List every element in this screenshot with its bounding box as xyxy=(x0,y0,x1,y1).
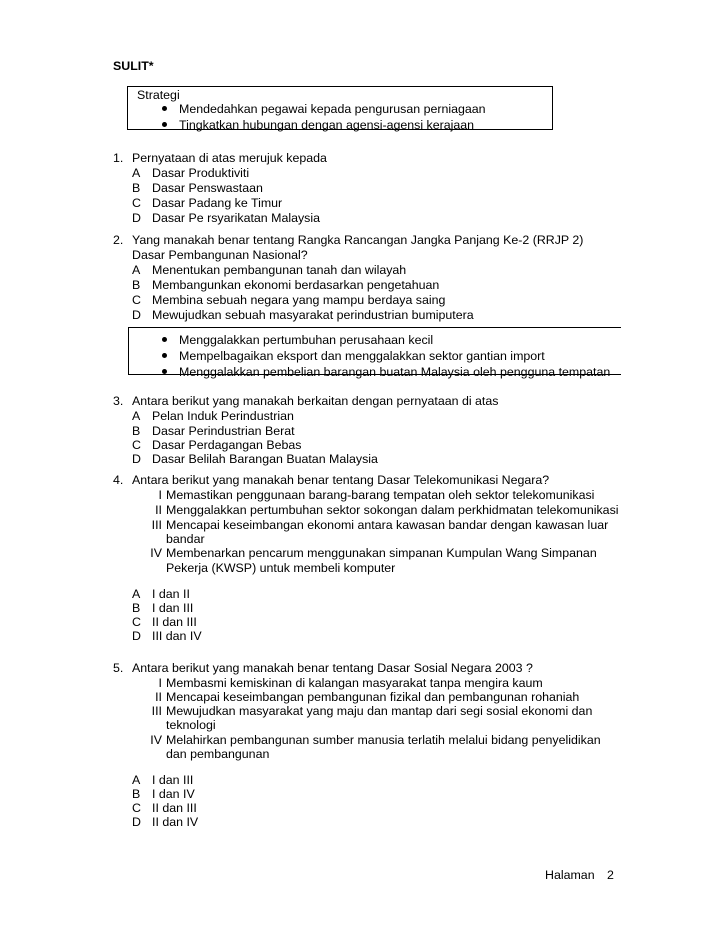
question-text: Dasar Pembangunan Nasional? xyxy=(132,248,308,262)
option-letter: B xyxy=(132,424,141,438)
roman-numeral: I xyxy=(158,676,162,690)
roman-numeral: III xyxy=(151,518,162,532)
statement-item: Mempelbagaikan eksport dan menggalakkan sektor gantian import xyxy=(179,349,545,363)
option-text: Pelan Induk Perindustrian xyxy=(152,409,294,423)
question-text: Antara berikut yang manakah berkaitan dengan pernyataan di atas xyxy=(132,394,499,408)
page-number: 2 xyxy=(607,868,614,882)
bullet-icon xyxy=(162,122,167,127)
option-text: II dan IV xyxy=(152,815,199,829)
bullet-icon xyxy=(162,106,167,111)
option-letter: D xyxy=(132,452,141,466)
option-text: Menentukan pembangunan tanah dan wilayah xyxy=(152,263,407,277)
statement-text: dan pembangunan xyxy=(166,747,270,761)
statement-text: Melahirkan pembangunan sumber manusia terlatih melalui bidang penyelidikan xyxy=(166,733,601,747)
statement-item: Menggalakkan pembelian barangan buatan Malaysia oleh pengguna tempatan xyxy=(179,365,611,379)
option-letter: C xyxy=(132,801,141,815)
option-text: Dasar Belilah Barangan Buatan Malaysia xyxy=(152,452,378,466)
statement-text: bandar xyxy=(166,532,205,546)
question-text: Antara berikut yang manakah benar tentang Dasar Telekomunikasi Negara? xyxy=(132,473,550,487)
bullet-icon xyxy=(162,369,167,374)
statement-text: Mewujudkan masyarakat yang maju dan mantap dari segi sosial ekonomi dan xyxy=(166,704,593,718)
statement-text: Pekerja (KWSP) untuk membeli komputer xyxy=(166,561,396,575)
option-text: II dan III xyxy=(152,801,197,815)
option-letter: C xyxy=(132,615,141,629)
question-number: 3. xyxy=(113,394,124,408)
option-letter: B xyxy=(132,278,141,292)
option-letter: D xyxy=(132,211,141,225)
statement-text: Membenarkan pencarum menggunakan simpanan Kumpulan Wang Simpanan xyxy=(166,546,597,560)
question-text: Pernyataan di atas merujuk kepada xyxy=(132,151,327,165)
question-number: 5. xyxy=(113,661,124,675)
roman-numeral: II xyxy=(155,503,162,517)
statement-text: Membasmi kemiskinan di kalangan masyarakat tanpa mengira kaum xyxy=(166,676,543,690)
statement-text: Memastikan penggunaan barang-barang tempatan oleh sektor telekomunikasi xyxy=(166,488,595,502)
statement-text: Mencapai keseimbangan pembangunan fizikal dan pembangunan rohaniah xyxy=(166,690,580,704)
option-text: I dan III xyxy=(152,773,194,787)
statement-item: Menggalakkan pertumbuhan perusahaan kecil xyxy=(179,333,434,347)
statement-text: Menggalakkan pertumbuhan sektor sokongan dalam perkhidmatan telekomunikasi xyxy=(166,503,619,517)
option-letter: A xyxy=(132,773,141,787)
option-letter: B xyxy=(132,787,141,801)
option-text: Dasar Penswastaan xyxy=(152,181,263,195)
option-letter: C xyxy=(132,293,141,307)
option-letter: D xyxy=(132,629,141,643)
option-text: Dasar Perindustrian Berat xyxy=(152,424,295,438)
roman-numeral: I xyxy=(158,488,162,502)
header-label: SULIT* xyxy=(113,59,154,73)
roman-numeral: IV xyxy=(150,733,162,747)
roman-numeral: III xyxy=(151,704,162,718)
option-text: II dan III xyxy=(152,615,197,629)
bullet-icon xyxy=(162,337,167,342)
option-letter: D xyxy=(132,815,141,829)
option-text: I dan III xyxy=(152,601,194,615)
option-text: Dasar Padang ke Timur xyxy=(152,196,283,210)
option-letter: B xyxy=(132,601,141,615)
strategy-item: Tingkatkan hubungan dengan agensi-agensi kerajaan xyxy=(179,118,475,132)
option-text: Mewujudkan sebuah masyarakat perindustrian bumiputera xyxy=(152,308,474,322)
strategy-title: Strategi xyxy=(137,88,180,102)
statement-text: Mencapai keseimbangan ekonomi antara kawasan bandar dengan kawasan luar xyxy=(166,518,609,532)
option-letter: C xyxy=(132,196,141,210)
question-text: Yang manakah benar tentang Rangka Rancangan Jangka Panjang Ke-2 (RRJP 2) xyxy=(132,233,584,247)
question-number: 4. xyxy=(113,473,124,487)
option-letter: A xyxy=(132,587,141,601)
question-text: Antara berikut yang manakah benar tentang Dasar Sosial Negara 2003 ? xyxy=(132,661,533,675)
option-letter: A xyxy=(132,166,141,180)
option-text: Dasar Pe rsyarikatan Malaysia xyxy=(152,211,321,225)
roman-numeral: IV xyxy=(150,546,162,560)
option-text: I dan II xyxy=(152,587,190,601)
option-text: III dan IV xyxy=(152,629,202,643)
option-letter: C xyxy=(132,438,141,452)
option-letter: B xyxy=(132,181,141,195)
bullet-icon xyxy=(162,353,167,358)
option-letter: D xyxy=(132,308,141,322)
question-number: 1. xyxy=(113,151,124,165)
question-number: 2. xyxy=(113,233,124,247)
option-text: Dasar Perdagangan Bebas xyxy=(152,438,302,452)
option-text: Dasar Produktiviti xyxy=(152,166,250,180)
option-text: Membangunkan ekonomi berdasarkan pengetahuan xyxy=(152,278,440,292)
option-text: Membina sebuah negara yang mampu berdaya saing xyxy=(152,293,446,307)
statement-text: teknologi xyxy=(166,718,216,732)
option-letter: A xyxy=(132,409,141,423)
option-text: I dan IV xyxy=(152,787,195,801)
roman-numeral: II xyxy=(155,690,162,704)
option-letter: A xyxy=(132,263,141,277)
strategy-item: Mendedahkan pegawai kepada pengurusan perniagaan xyxy=(179,102,486,116)
footer-label: Halaman xyxy=(545,868,595,882)
